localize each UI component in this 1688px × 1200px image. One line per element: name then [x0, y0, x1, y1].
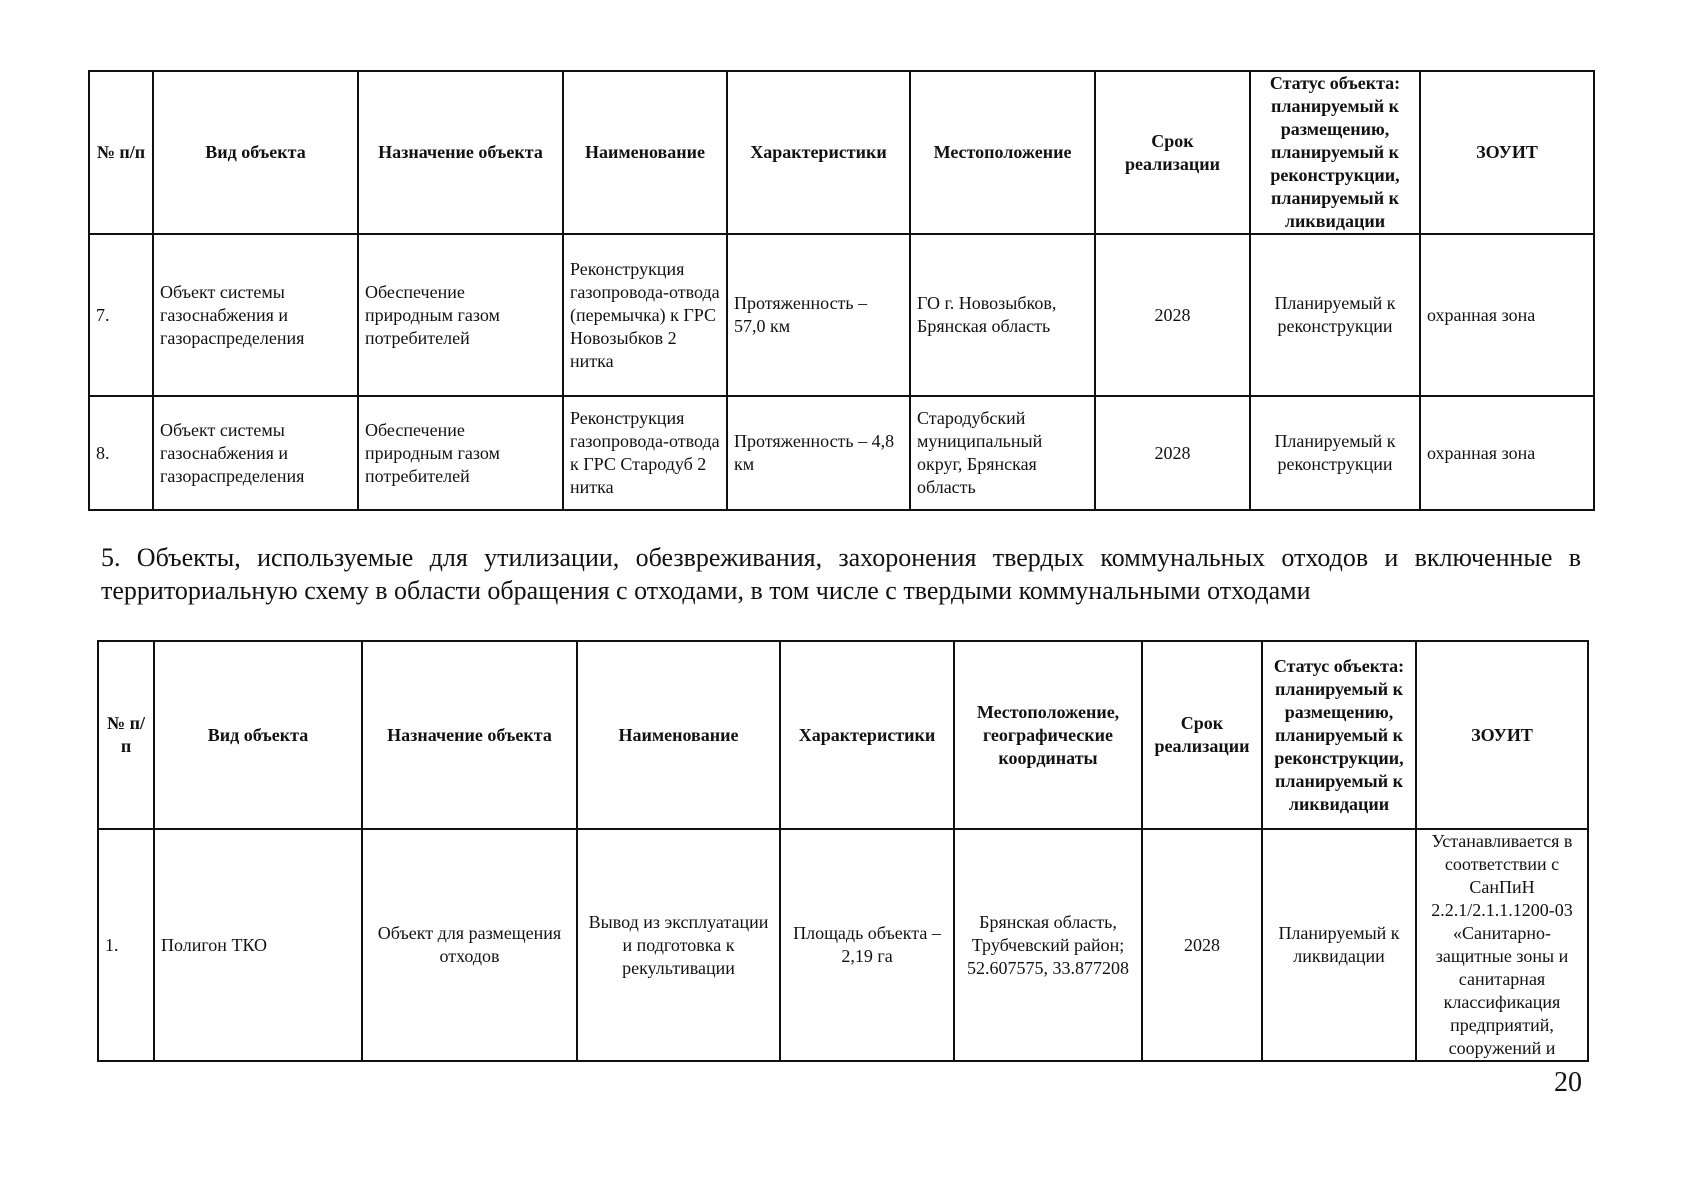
table-row: [89, 234, 1594, 396]
header-cell: № п/п: [98, 641, 154, 829]
table-header-row: [98, 641, 1588, 829]
header-cell: Назначение объекта: [362, 641, 577, 829]
object-name: Вывод из эксплуатации и подготовка к рекультивации: [577, 829, 780, 1061]
header-cell: ЗОУИТ: [1416, 641, 1588, 829]
table-row: [98, 829, 1588, 1061]
object-characteristics: Площадь объекта – 2,19 га: [780, 829, 954, 1061]
object-type: Объект системы газоснабжения и газораспределения: [153, 234, 358, 396]
header-cell: Назначение объекта: [358, 71, 563, 234]
object-location: Брянская область, Трубчевский район; 52.607575, 33.877208: [954, 829, 1142, 1061]
object-name: Реконструкция газопровода-отвода (перемычка) к ГРС Новозыбков 2 нитка: [563, 234, 727, 396]
object-purpose: Обеспечение природным газом потребителей: [358, 396, 563, 510]
zone-value: Устанавливается в соответствии с СанПиН 2.2.1/2.1.1.1200-03 «Санитарно-защитные зоны и санитарная классификация предприятий, сооружений и: [1416, 829, 1588, 1061]
implementation-year: 2028: [1095, 234, 1250, 396]
row-number: 8.: [89, 396, 153, 510]
header-cell: ЗОУИТ: [1420, 71, 1594, 234]
header-cell: Срок реализации: [1095, 71, 1250, 234]
header-cell: Характеристики: [727, 71, 910, 234]
page-number: 20: [1554, 1067, 1582, 1098]
table-row: [89, 396, 1594, 510]
row-number: 7.: [89, 234, 153, 396]
object-status: Планируемый к реконструкции: [1250, 234, 1420, 396]
object-purpose: Обеспечение природным газом потребителей: [358, 234, 563, 396]
row-number: 1.: [98, 829, 154, 1061]
header-cell: Статус объекта: планируемый к размещению, планируемый к реконструкции, планируемый к ликвидации: [1262, 641, 1416, 829]
header-cell: Вид объекта: [154, 641, 362, 829]
header-cell: № п/п: [89, 71, 153, 234]
object-location: ГО г. Новозыбков, Брянская область: [910, 234, 1095, 396]
object-characteristics: Протяженность – 4,8 км: [727, 396, 910, 510]
object-status: Планируемый к ликвидации: [1262, 829, 1416, 1061]
table-waste-objects: [97, 640, 1589, 1062]
header-cell: Наименование: [563, 71, 727, 234]
header-cell: Срок реализации: [1142, 641, 1262, 829]
implementation-year: 2028: [1142, 829, 1262, 1061]
section-title: 5. Объекты, используемые для утилизации, обезвреживания, захоронения твердых коммунальных отходов и включенные в территориальную схему в области обращения с отходами, в том числе с твердыми коммунальными отходами: [101, 543, 1581, 605]
zone-value: охранная зона: [1420, 396, 1594, 510]
header-cell: Местоположение: [910, 71, 1095, 234]
table-header-row: [89, 71, 1594, 234]
object-type: Объект системы газоснабжения и газораспределения: [153, 396, 358, 510]
implementation-year: 2028: [1095, 396, 1250, 510]
object-characteristics: Протяженность – 57,0 км: [727, 234, 910, 396]
header-cell: Местоположение, географические координаты: [954, 641, 1142, 829]
header-cell: Характеристики: [780, 641, 954, 829]
object-status: Планируемый к реконструкции: [1250, 396, 1420, 510]
object-type: Полигон ТКО: [154, 829, 362, 1061]
table-gas-objects: [88, 70, 1595, 511]
zone-value: охранная зона: [1420, 234, 1594, 396]
object-purpose: Объект для размещения отходов: [362, 829, 577, 1061]
object-location: Стародубский муниципальный округ, Брянская область: [910, 396, 1095, 510]
header-cell: Вид объекта: [153, 71, 358, 234]
object-name: Реконструкция газопровода-отвода к ГРС Стародуб 2 нитка: [563, 396, 727, 510]
header-cell: Статус объекта: планируемый к размещению, планируемый к реконструкции, планируемый к ликвидации: [1250, 71, 1420, 234]
header-cell: Наименование: [577, 641, 780, 829]
